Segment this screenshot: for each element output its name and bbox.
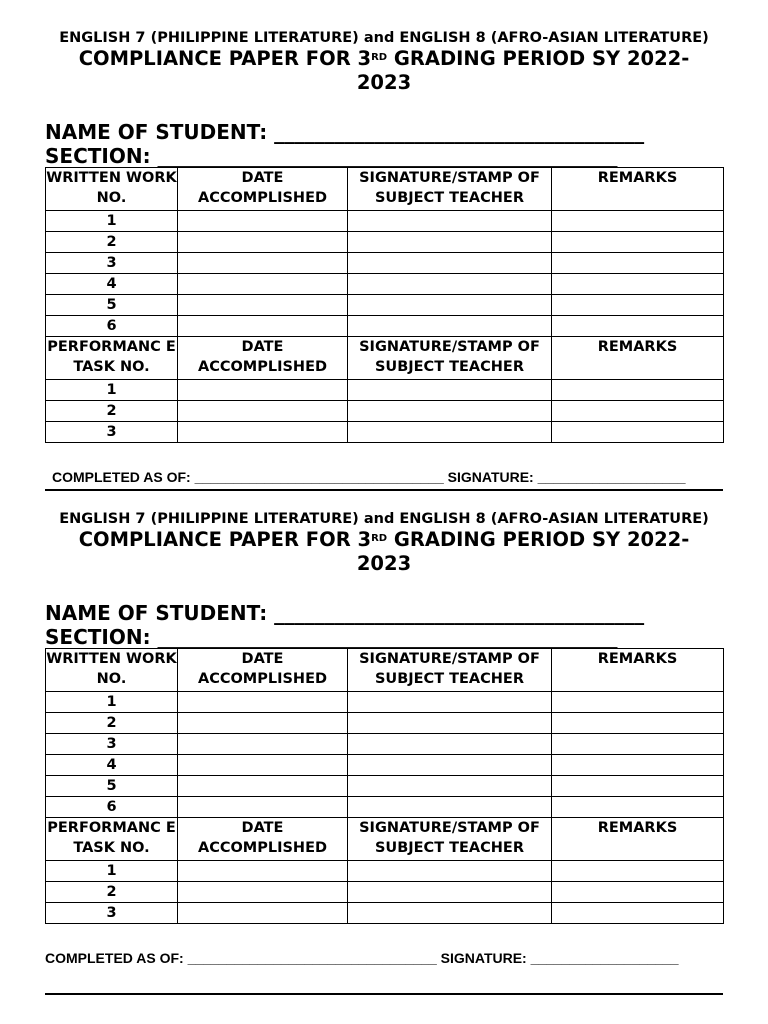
date-cell[interactable] — [178, 713, 348, 734]
date-cell[interactable] — [178, 903, 348, 924]
row-number: 3 — [46, 422, 178, 443]
row-number: 2 — [46, 232, 178, 253]
footer-rule — [45, 993, 723, 995]
signature-cell[interactable] — [348, 422, 552, 443]
performance-task-no-header: PERFORMANC E TASK NO. — [46, 818, 178, 861]
date-accomplished-header: DATE ACCOMPLISHED — [178, 168, 348, 211]
date-accomplished-header: DATE ACCOMPLISHED — [178, 818, 348, 861]
table-row — [46, 882, 724, 903]
date-cell[interactable] — [178, 861, 348, 882]
date-cell[interactable] — [178, 253, 348, 274]
remarks-cell[interactable] — [552, 232, 724, 253]
row-number: 2 — [46, 882, 178, 903]
table-row — [46, 211, 724, 232]
row-number: 3 — [46, 734, 178, 755]
remarks-cell[interactable] — [552, 903, 724, 924]
date-cell[interactable] — [178, 274, 348, 295]
completed-as-of-field[interactable]: COMPLETED AS OF: ________________________________ — [45, 950, 437, 966]
signature-cell[interactable] — [348, 755, 552, 776]
row-number: 1 — [46, 211, 178, 232]
date-cell[interactable] — [178, 882, 348, 903]
row-number: 3 — [46, 253, 178, 274]
section-field[interactable]: SECTION: ______________________________________________ — [45, 625, 618, 649]
date-accomplished-header: DATE ACCOMPLISHED — [178, 337, 348, 380]
table-row — [46, 713, 724, 734]
signature-cell[interactable] — [348, 295, 552, 316]
performance-task-header-row — [46, 818, 724, 861]
performance-task-no-header: PERFORMANC E TASK NO. — [46, 337, 178, 380]
remarks-header: REMARKS — [552, 337, 724, 380]
date-cell[interactable] — [178, 734, 348, 755]
signature-header: SIGNATURE/STAMP OF SUBJECT TEACHER — [348, 818, 552, 861]
row-number: 1 — [46, 692, 178, 713]
table-row — [46, 776, 724, 797]
date-cell[interactable] — [178, 211, 348, 232]
compliance-table — [45, 648, 724, 924]
table-row — [46, 401, 724, 422]
signature-header: SIGNATURE/STAMP OF SUBJECT TEACHER — [348, 168, 552, 211]
signature-cell[interactable] — [348, 232, 552, 253]
remarks-cell[interactable] — [552, 422, 724, 443]
row-number: 4 — [46, 274, 178, 295]
signature-cell[interactable] — [348, 253, 552, 274]
date-cell[interactable] — [178, 776, 348, 797]
remarks-header: REMARKS — [552, 168, 724, 211]
remarks-cell[interactable] — [552, 401, 724, 422]
signature-cell[interactable] — [348, 861, 552, 882]
section-field[interactable]: SECTION: ______________________________________________ — [45, 144, 618, 168]
table-row — [46, 232, 724, 253]
form-title: COMPLIANCE PAPER FOR 3RD GRADING PERIOD SY 2022- 2023 — [78, 528, 690, 575]
date-accomplished-header: DATE ACCOMPLISHED — [178, 649, 348, 692]
date-cell[interactable] — [178, 232, 348, 253]
remarks-cell[interactable] — [552, 776, 724, 797]
table-row — [46, 316, 724, 337]
signature-header: SIGNATURE/STAMP OF SUBJECT TEACHER — [348, 337, 552, 380]
compliance-table — [45, 167, 724, 443]
signature-cell[interactable] — [348, 734, 552, 755]
table-row — [46, 295, 724, 316]
row-number: 1 — [46, 861, 178, 882]
row-number: 3 — [46, 903, 178, 924]
table-row — [46, 274, 724, 295]
row-number: 4 — [46, 755, 178, 776]
student-name-field[interactable]: NAME OF STUDENT: _____________________________________ — [45, 601, 645, 625]
remarks-cell[interactable] — [552, 713, 724, 734]
signature-cell[interactable] — [348, 692, 552, 713]
signature-cell[interactable] — [348, 274, 552, 295]
date-cell[interactable] — [178, 797, 348, 818]
date-cell[interactable] — [178, 316, 348, 337]
signature-field[interactable]: SIGNATURE: ___________________ — [440, 950, 679, 966]
remarks-cell[interactable] — [552, 211, 724, 232]
table-row — [46, 861, 724, 882]
signature-header: SIGNATURE/STAMP OF SUBJECT TEACHER — [348, 649, 552, 692]
written-work-header-row — [46, 168, 724, 211]
date-cell[interactable] — [178, 692, 348, 713]
remarks-header: REMARKS — [552, 818, 724, 861]
table-row — [46, 797, 724, 818]
completed-as-of-field[interactable]: COMPLETED AS OF: ________________________________ — [52, 469, 444, 485]
date-cell[interactable] — [178, 422, 348, 443]
signature-cell[interactable] — [348, 713, 552, 734]
signature-cell[interactable] — [348, 882, 552, 903]
table-row — [46, 734, 724, 755]
remarks-cell[interactable] — [552, 734, 724, 755]
footer-rule — [45, 489, 723, 491]
date-cell[interactable] — [178, 295, 348, 316]
form-title: COMPLIANCE PAPER FOR 3RD GRADING PERIOD SY 2022- 2023 — [78, 47, 690, 94]
student-name-field[interactable]: NAME OF STUDENT: _____________________________________ — [45, 120, 645, 144]
table-row — [46, 755, 724, 776]
table-row — [46, 253, 724, 274]
row-number: 6 — [46, 316, 178, 337]
remarks-header: REMARKS — [552, 649, 724, 692]
date-cell[interactable] — [178, 380, 348, 401]
row-number: 2 — [46, 713, 178, 734]
signature-cell[interactable] — [348, 380, 552, 401]
signature-cell[interactable] — [348, 776, 552, 797]
completion-footer — [45, 950, 679, 966]
remarks-cell[interactable] — [552, 861, 724, 882]
remarks-cell[interactable] — [552, 797, 724, 818]
row-number: 1 — [46, 380, 178, 401]
remarks-cell[interactable] — [552, 295, 724, 316]
remarks-cell[interactable] — [552, 380, 724, 401]
table-row — [46, 422, 724, 443]
table-row — [46, 380, 724, 401]
row-number: 2 — [46, 401, 178, 422]
signature-cell[interactable] — [348, 797, 552, 818]
course-header: ENGLISH 7 (PHILIPPINE LITERATURE) and ENGLISH 8 (AFRO-ASIAN LITERATURE) — [59, 511, 709, 527]
date-cell[interactable] — [178, 755, 348, 776]
row-number: 6 — [46, 797, 178, 818]
remarks-cell[interactable] — [552, 882, 724, 903]
signature-cell[interactable] — [348, 903, 552, 924]
remarks-cell[interactable] — [552, 755, 724, 776]
signature-cell[interactable] — [348, 401, 552, 422]
course-header: ENGLISH 7 (PHILIPPINE LITERATURE) and ENGLISH 8 (AFRO-ASIAN LITERATURE) — [59, 30, 709, 46]
remarks-cell[interactable] — [552, 253, 724, 274]
table-row — [46, 692, 724, 713]
date-cell[interactable] — [178, 401, 348, 422]
row-number: 5 — [46, 295, 178, 316]
written-work-no-header: WRITTEN WORK NO. — [46, 649, 178, 692]
signature-cell[interactable] — [348, 316, 552, 337]
remarks-cell[interactable] — [552, 274, 724, 295]
row-number: 5 — [46, 776, 178, 797]
remarks-cell[interactable] — [552, 316, 724, 337]
table-row — [46, 903, 724, 924]
performance-task-header-row — [46, 337, 724, 380]
written-work-header-row — [46, 649, 724, 692]
completion-footer — [52, 469, 686, 485]
written-work-no-header: WRITTEN WORK NO. — [46, 168, 178, 211]
signature-field[interactable]: SIGNATURE: ___________________ — [447, 469, 686, 485]
signature-cell[interactable] — [348, 211, 552, 232]
remarks-cell[interactable] — [552, 692, 724, 713]
